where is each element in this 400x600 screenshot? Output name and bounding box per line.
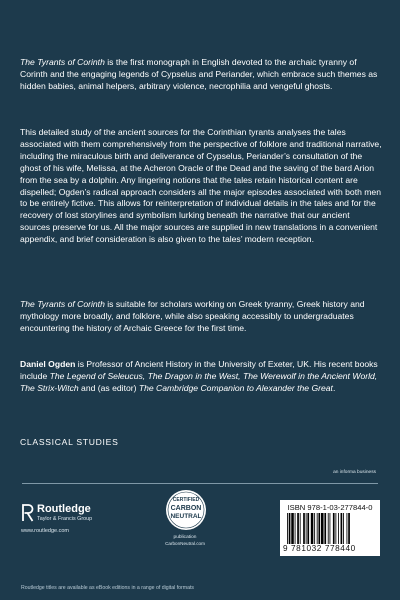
blurb-paragraph-intro (20, 57, 382, 93)
blurb-audience-text: is suitable for scholars working on Greek tyranny, Greek history and mythology more broadly, and folklore, while also speaking accessibly to undergraduates encountering the history of Archaic Greece for the first time. (20, 299, 365, 333)
author-bio-text: is Professor of Ancient History in the University of Exeter, UK. His recent books include (20, 359, 378, 381)
barcode-bar (338, 513, 339, 544)
author-edited-book: The Cambridge Companion to Alexander the Great (138, 382, 333, 393)
carbon-certified-text: CERTIFIED (172, 497, 200, 503)
routledge-logo-icon (21, 503, 34, 523)
barcode-bar (303, 513, 305, 544)
barcode-bar (333, 513, 335, 544)
barcode-bar (347, 513, 348, 544)
blurb-paragraph-detail: This detailed study of the ancient sources for the Corinthian tyrants analyses the tales associated with them comprehensively from the perspective of folklore and traditional narrative, including the miraculous birth and deliverance of Cypselus, Periander’s consultation of the ghost of his wife, Melissa, at the Acheron Oracle of the Dead and the saving of the bard Arion from the sea by a dolphin. Any lingering notions that the tales retain historical content are dispelled; Ogden’s radical approach considers all the major episodes associated with both men to be entirely fictive. This allows for reinterpretation of individual details in the tales and for the recovery of lost storylines and symbolism lurking beneath the narrative that our ancient sources preserve for us. All the major sources are supplied in new translations in a convenient appendix, and brief consideration is also given to the tales’ modern reception. (20, 127, 382, 245)
informa-tagline: an informa business (333, 470, 376, 475)
publisher-url: www.routledge.com (21, 528, 69, 534)
barcode-bar (287, 513, 288, 544)
barcode-bar (295, 513, 296, 544)
barcode-icon (287, 513, 373, 544)
book-title-italic: The Tyrants of Corinth (20, 57, 105, 67)
ebook-note: Routledge titles are available as eBook editions in a range of digital formats (21, 585, 195, 591)
author-books: The Legend of Seleucus, The Dragon in the West, The Werewolf in the Ancient World, The Strix-Witch (20, 370, 378, 393)
barcode-bar (297, 513, 299, 544)
barcode-bar (328, 513, 329, 544)
footer-divider (22, 483, 378, 484)
barcode-bar (314, 513, 315, 544)
barcode-bar (317, 513, 318, 544)
blurb-paragraph-audience (20, 299, 382, 335)
barcode-bar (307, 513, 309, 544)
barcode-digits: 9 781032 778440 (283, 544, 356, 553)
isbn-number: ISBN 978-1-03-277844-0 (287, 503, 373, 512)
carbon-neutral-seal-icon (159, 486, 213, 540)
barcode-bar (341, 513, 343, 544)
barcode-bar (289, 513, 291, 544)
author-bio-text: and (as editor) (78, 382, 139, 393)
isbn-barcode (280, 500, 380, 556)
neutral-text: NEUTRAL (170, 513, 202, 520)
barcode-bar (318, 513, 320, 544)
book-title-italic: The Tyrants of Corinth (20, 299, 105, 309)
publisher-name: Routledge (37, 503, 91, 515)
author-name: Daniel Ogden (20, 359, 76, 369)
publisher-group: Taylor & Francis Group (37, 516, 93, 522)
barcode-bar (300, 513, 301, 544)
barcode-bar (335, 513, 336, 544)
blurb-intro-text: is the first monograph in English devoted to the archaic tyranny of Corinth and the engaging legends of Cypselus and Periander, which embrace such themes as hidden babies, animal helpers, arbitrary violence, necrophilia and vengeful ghosts. (20, 57, 378, 91)
barcode-bar (306, 513, 307, 544)
barcode-bar (343, 513, 344, 544)
carbon-publication-label: publication (173, 535, 197, 540)
carbon-url: CarbonNeutral.com (165, 541, 205, 546)
carbon-text: CARBON (170, 505, 202, 512)
barcode-bar (348, 513, 350, 544)
barcode-bar (330, 513, 331, 544)
subject-category: CLASSICAL STUDIES (20, 437, 119, 447)
barcode-bar (324, 513, 326, 544)
barcode-bar (321, 513, 324, 544)
barcode-bar (311, 513, 314, 544)
author-bio (20, 359, 382, 395)
author-bio-end: . (332, 382, 336, 393)
barcode-bar (291, 513, 294, 544)
